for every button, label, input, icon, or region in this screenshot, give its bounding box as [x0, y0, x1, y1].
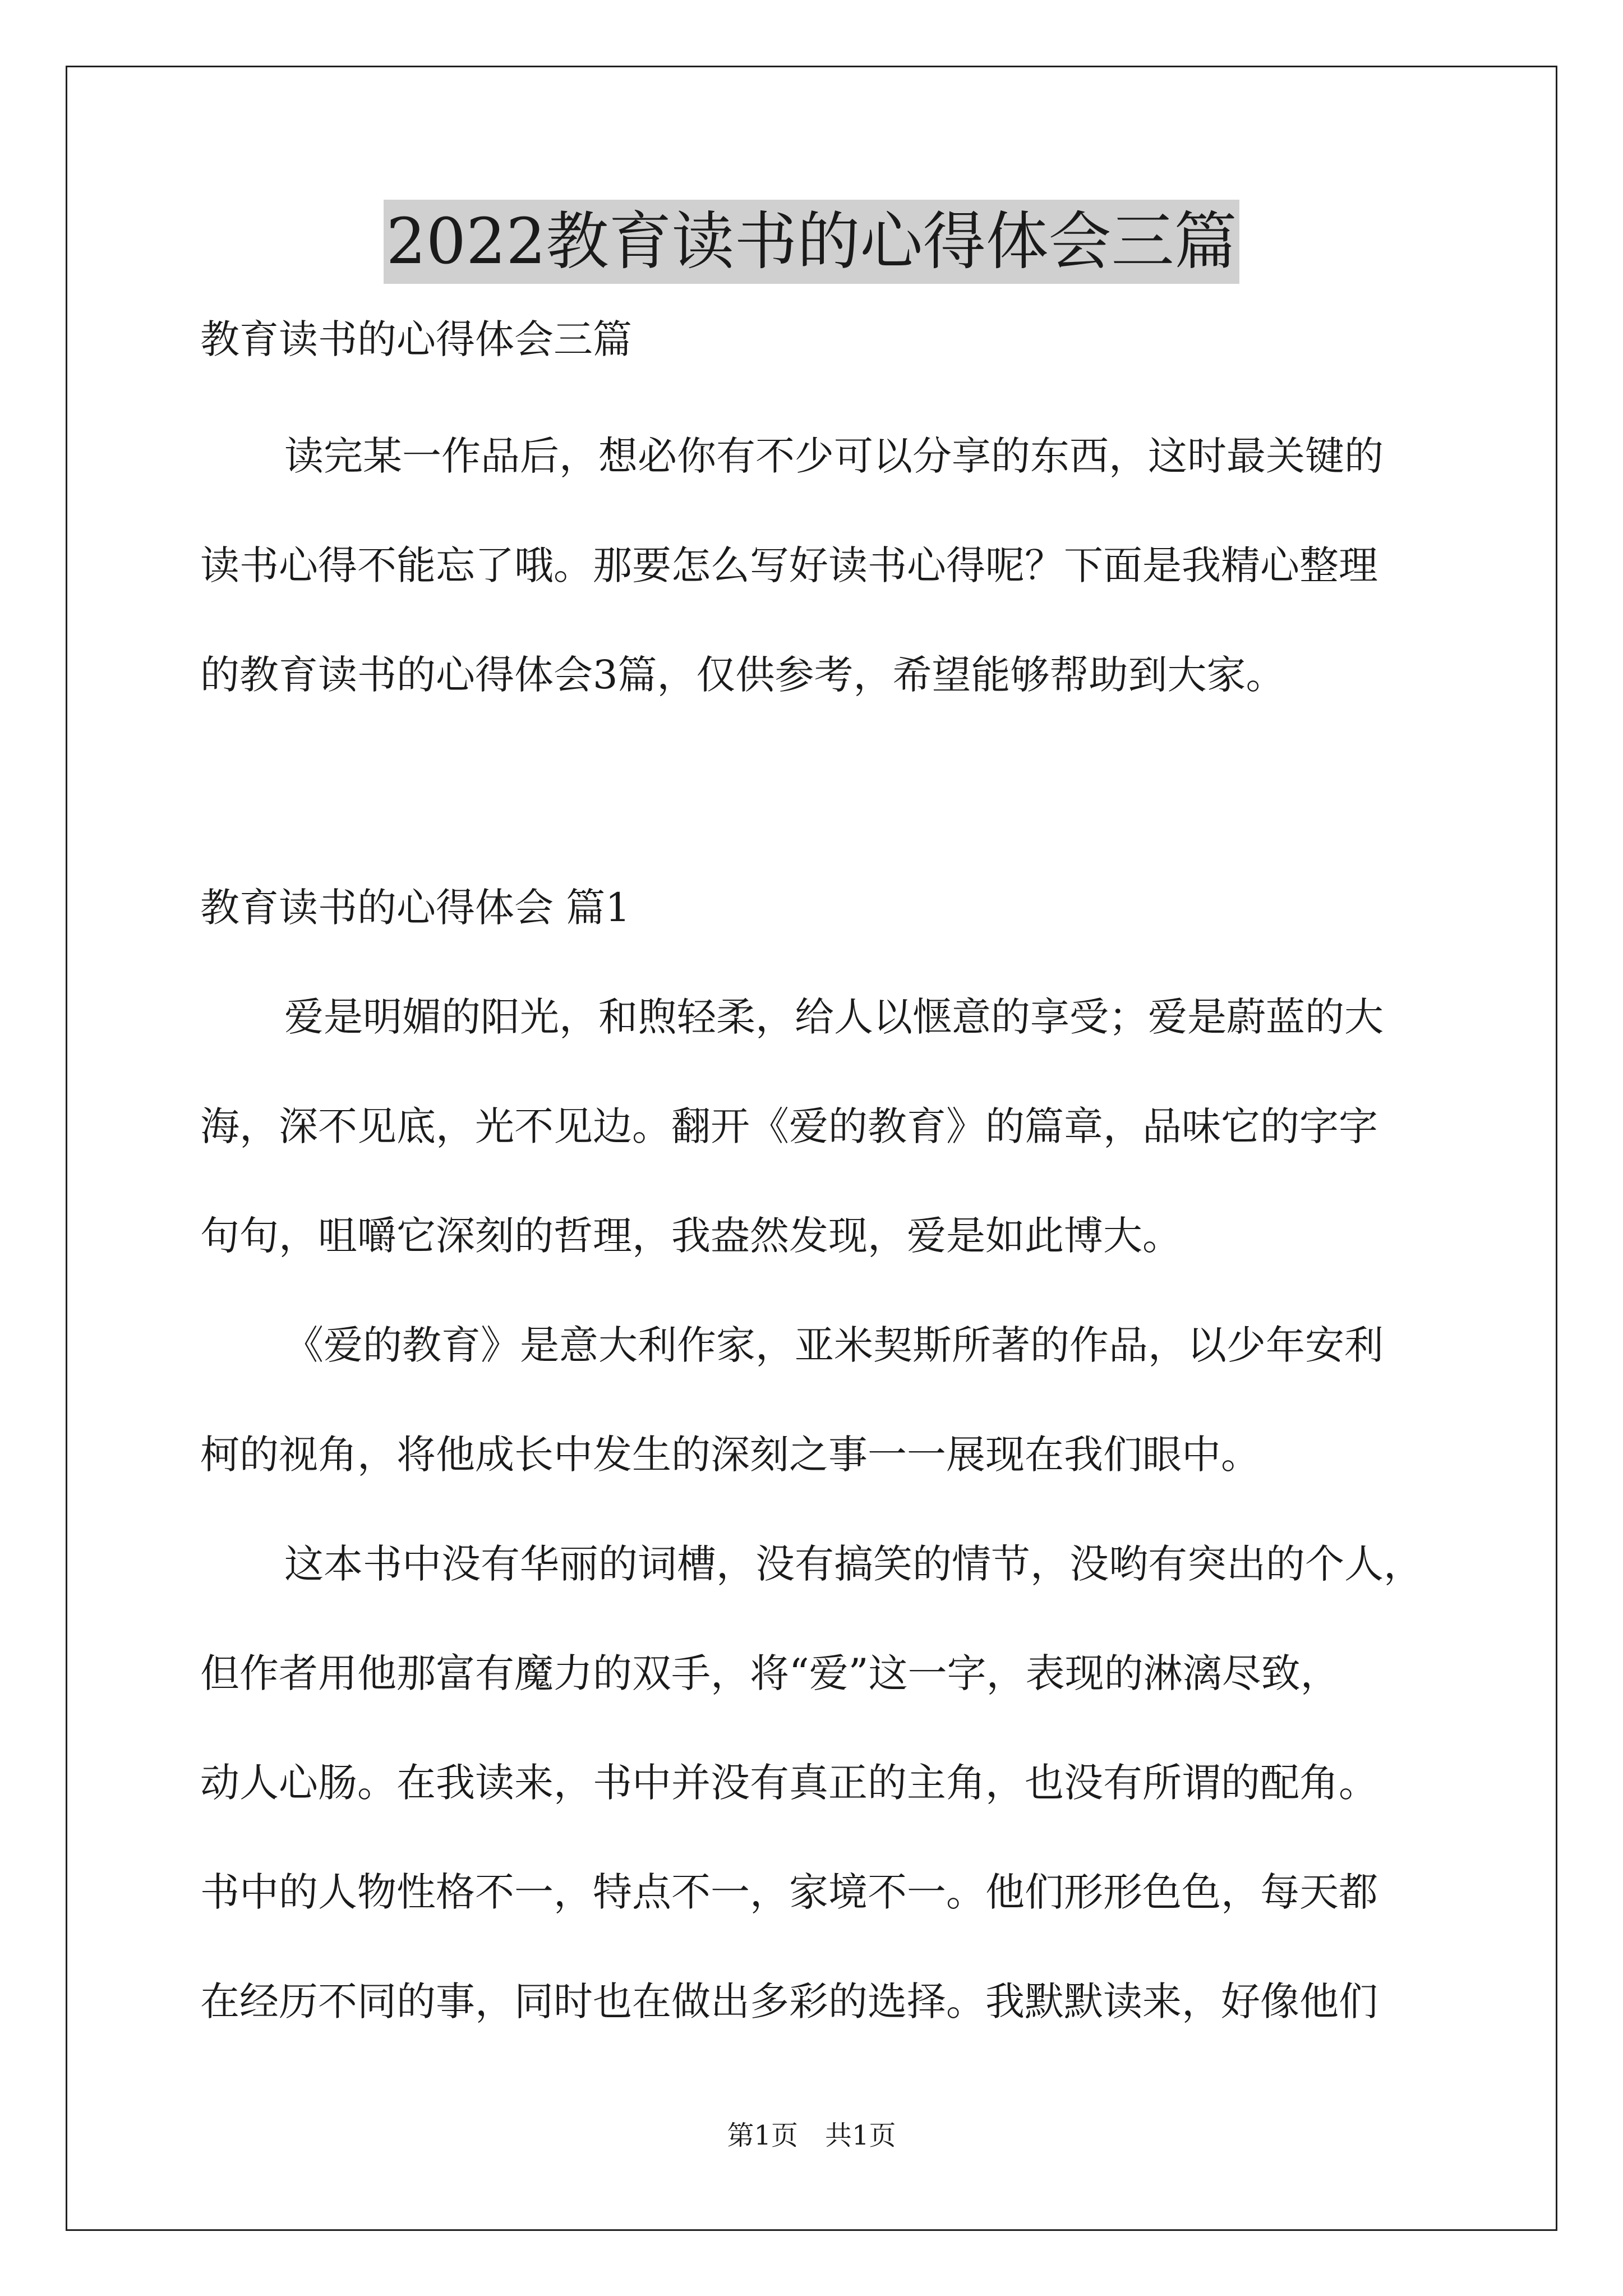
section-heading: 教育读书的心得体会 篇1 [200, 885, 630, 931]
paragraph2-line-2: 柯的视角，将他成长中发生的深刻之事一一展现在我们眼中。 [200, 1432, 1260, 1478]
paragraph3-line-1: 这本书中没有华丽的词槽，没有搞笑的情节，没哟有突出的个人， [284, 1541, 1423, 1587]
intro-line-2: 读书心得不能忘了哦。那要怎么写好读书心得呢？下面是我精心整理 [200, 542, 1378, 588]
paragraph1-line-2: 海，深不见底，光不见边。翻开《爱的教育》的篇章，品味它的字字 [200, 1103, 1378, 1149]
intro-line-3: 的教育读书的心得体会3篇，仅供参考，希望能够帮助到大家。 [200, 652, 1285, 698]
paragraph1-line-1: 爱是明媚的阳光，和煦轻柔，给人以惬意的享受；爱是蔚蓝的大 [284, 994, 1384, 1040]
subtitle: 教育读书的心得体会三篇 [200, 316, 632, 362]
paragraph1-line-3: 句句，咀嚼它深刻的哲理，我盎然发现，爱是如此博大。 [200, 1213, 1182, 1259]
paragraph3-line-2: 但作者用他那富有魔力的双手，将“爱”这一字，表现的淋漓尽致， [200, 1650, 1340, 1696]
document-title-text: 2022教育读书的心得体会三篇 [384, 200, 1239, 284]
intro-line-1: 读完某一作品后，想必你有不少可以分享的东西，这时最关键的 [284, 433, 1384, 479]
paragraph3-line-4: 书中的人物性格不一，特点不一，家境不一。他们形形色色，每天都 [200, 1869, 1378, 1915]
page-number: 第1页 共1页 [727, 2120, 896, 2151]
paragraph2-line-1: 《爱的教育》是意大利作家，亚米契斯所著的作品，以少年安利 [284, 1322, 1384, 1368]
paragraph3-line-3: 动人心肠。在我读来，书中并没有真正的主角，也没有所谓的配角。 [200, 1760, 1378, 1806]
paragraph3-line-5: 在经历不同的事，同时也在做出多彩的选择。我默默读来，好像他们 [200, 1978, 1378, 2024]
page-footer [0, 2118, 1623, 2154]
document-title [0, 200, 1623, 284]
